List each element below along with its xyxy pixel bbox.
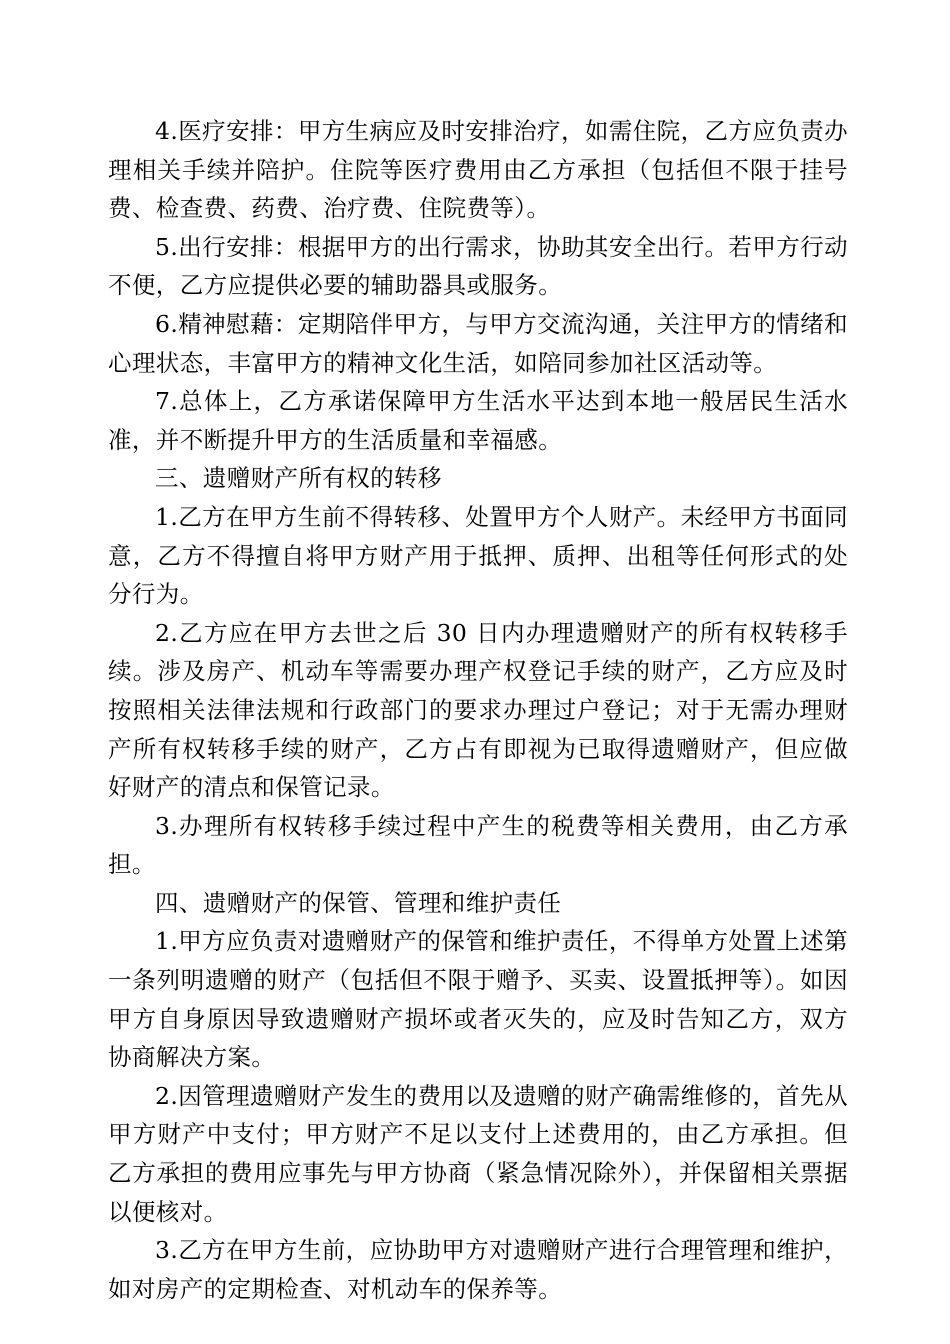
clause-5-travel: 5.出行安排：根据甲方的出行需求，协助其安全出行。若甲方行动不便，乙方应提供必要的辅助器具或服务。 <box>108 232 848 300</box>
section-4-clause-2: 2.因管理遗赠财产发生的费用以及遗赠的财产确需维修的，首先从甲方财产中支付；甲方财产不足以支付上述费用的，由乙方承担。但乙方承担的费用应事先与甲方协商（紧急情况除外），并保留相关票据以便核对。 <box>108 1081 848 1226</box>
section-3-clause-3: 3.办理所有权转移手续过程中产生的税费等相关费用，由乙方承担。 <box>108 811 848 879</box>
clause-4-medical: 4.医疗安排：甲方生病应及时安排治疗，如需住院，乙方应负责办理相关手续并陪护。住院等医疗费用由乙方承担（包括但不限于挂号费、检查费、药费、治疗费、住院费等）。 <box>108 117 848 223</box>
section-4-clause-1: 1.甲方应负责对遗赠财产的保管和维护责任，不得单方处置上述第一条列明遗赠的财产（包括但不限于赠予、买卖、设置抵押等）。如因甲方自身原因导致遗赠财产损坏或者灭失的，应及时告知乙方，双方协商解决方案。 <box>108 927 848 1072</box>
document-page <box>108 112 848 1308</box>
clause-6-spiritual: 6.精神慰藉：定期陪伴甲方，与甲方交流沟通，关注甲方的情绪和心理状态，丰富甲方的精神文化生活，如陪同参加社区活动等。 <box>108 309 848 377</box>
section-4-clause-3: 3.乙方在甲方生前，应协助甲方对遗赠财产进行合理管理和维护，如对房产的定期检查、对机动车的保养等。 <box>108 1236 848 1303</box>
section-4-heading: 四、遗赠财产的保管、管理和维护责任 <box>155 888 562 917</box>
section-3-clause-1: 1.乙方在甲方生前不得转移、处置甲方个人财产。未经甲方书面同意，乙方不得擅自将甲方财产用于抵押、质押、出租等任何形式的处分行为。 <box>108 502 848 609</box>
section-3-clause-2: 2.乙方应在甲方去世之后 30 日内办理遗赠财产的所有权转移手续。涉及房产、机动车等需要办理产权登记手续的财产，乙方应及时按照相关法律法规和行政部门的要求办理过户登记；对于无需办理财产所有权转移手续的财产，乙方占有即视为已取得遗赠财产，但应做好财产的清点和保管记录。 <box>108 618 848 802</box>
clause-7-general: 7.总体上，乙方承诺保障甲方生活水平达到本地一般居民生活水准，并不断提升甲方的生活质量和幸福感。 <box>108 387 848 454</box>
section-3-heading: 三、遗赠财产所有权的转移 <box>155 464 442 493</box>
